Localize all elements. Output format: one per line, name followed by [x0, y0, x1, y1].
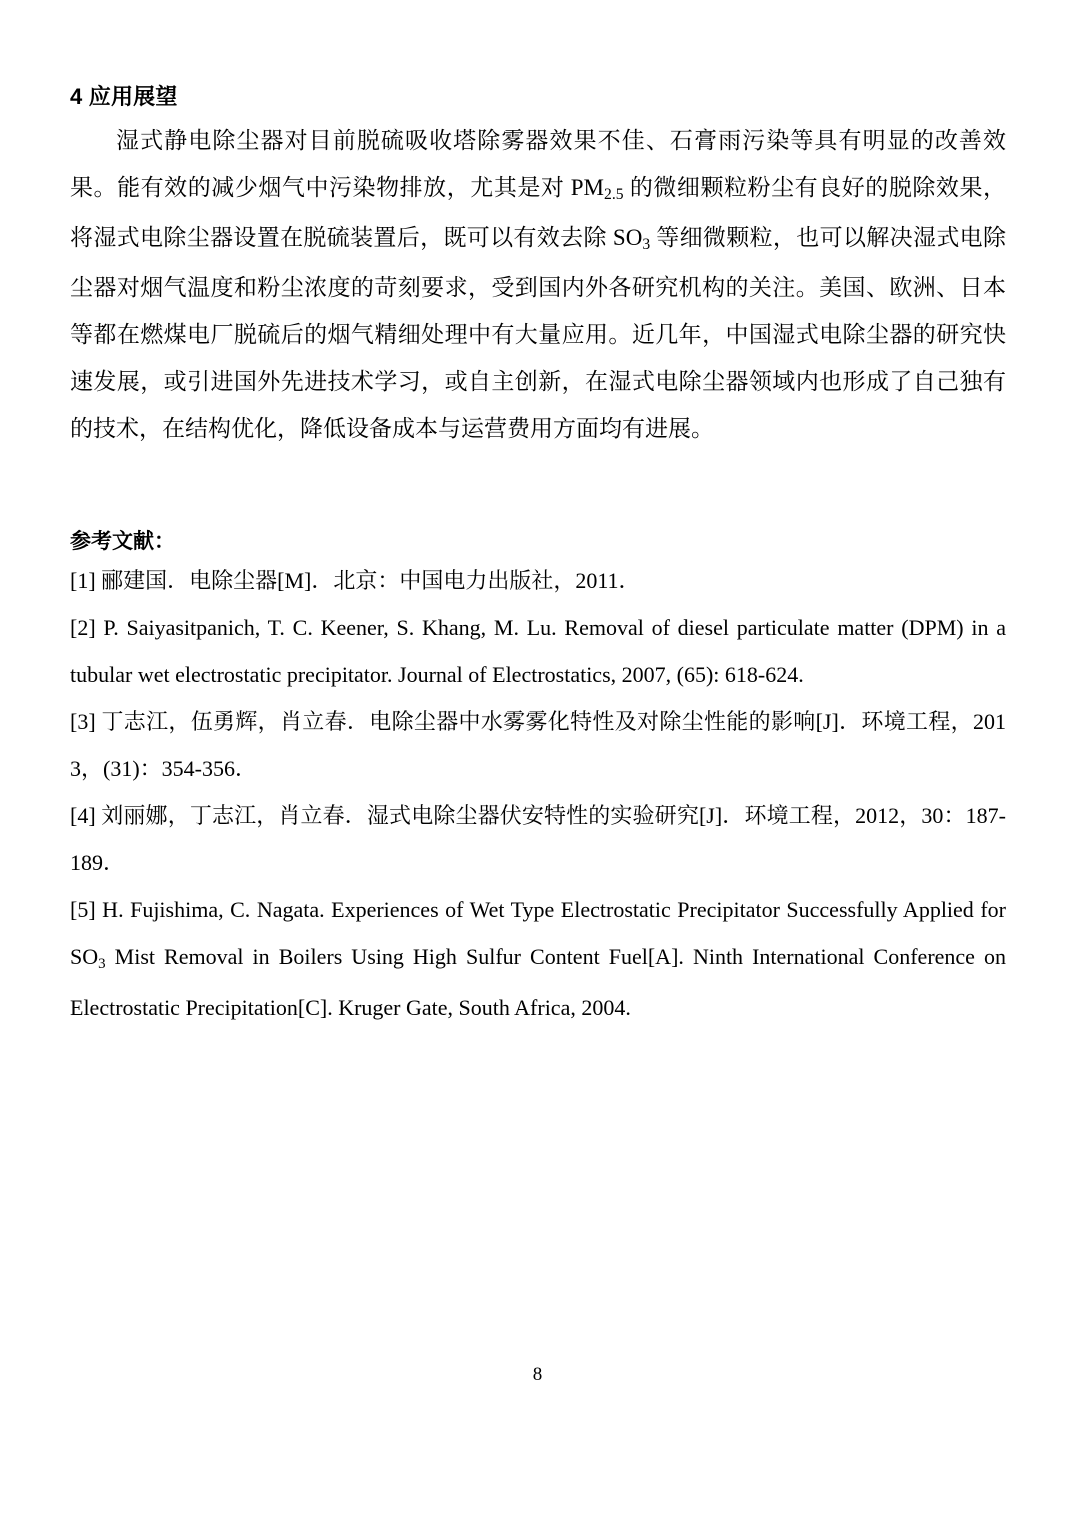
- reference-5-suffix: Mist Removal in Boilers Using High Sulfur Content Fuel[A]. Ninth International Conference on Electrostatic Precipitation[C]. Kruger Gate, South Africa, 2004.: [70, 944, 1006, 1021]
- section-spacer: [70, 452, 1006, 528]
- so3-subscript: 3: [98, 956, 106, 973]
- page-content: [70, 82, 1006, 1031]
- paragraph-part-1: 湿式静电除尘器对目前脱硫吸收塔除雾器效果不佳、石膏雨污染等具有明显的改善效果。能有效的减少烟气中污染物排放，尤其是对 PM: [70, 128, 1006, 201]
- references-list: [70, 557, 1006, 1031]
- reference-item: [1] 郦建国．电除尘器[M]．北京：中国电力出版社，2011．: [70, 568, 641, 594]
- references-heading: 参考文献：: [70, 530, 175, 554]
- body-paragraph: [70, 117, 1006, 452]
- paragraph-part-2: 的微细颗粒粉尘有良好的脱除效果，将湿式电除尘器设置在脱硫装置后，既可以有效去除 SO: [70, 175, 1007, 251]
- reference-item: [4] 刘丽娜，丁志江，肖立春．湿式电除尘器伏安特性的实验研究[J]．环境工程，2012，30：187-189．: [70, 803, 1006, 876]
- pm25-subscript: 2.5: [604, 186, 624, 204]
- reference-5-prefix: [5] H. Fujishima, C. Nagata. Experiences of Wet Type Electrostatic Precipitator Successfully Applied for SO: [70, 897, 1006, 970]
- paragraph-part-3: 等细微颗粒，也可以解决湿式电除尘器对烟气温度和粉尘浓度的苛刻要求，受到国内外各研究机构的关注。美国、欧洲、日本等都在燃煤电厂脱硫后的烟气精细处理中有大量应用。近几年，中国湿式电除尘器的研究快速发展，或引进国外先进技术学习，或自主创新，在湿式电除尘器领域内也形成了自己独有的技术，在结构优化，降低设备成本与运营费用方面均有进展。: [70, 225, 1006, 442]
- reference-item: [2] P. Saiyasitpanich, T. C. Keener, S. Khang, M. Lu. Removal of diesel particulate matter (DPM) in a tubular wet electrostatic precipitator. Journal of Electrostatics, 2007, (65): 618-624.: [70, 615, 1006, 688]
- section-heading: 4 应用展望: [70, 84, 178, 109]
- reference-item: [70, 886, 1006, 1031]
- page-number: 8: [532, 1364, 543, 1385]
- so3-subscript: 3: [642, 236, 651, 254]
- reference-item: [3] 丁志江，伍勇辉，肖立春．电除尘器中水雾雾化特性及对除尘性能的影响[J]．环境工程，2013，(31)：354-356．: [70, 709, 1006, 782]
